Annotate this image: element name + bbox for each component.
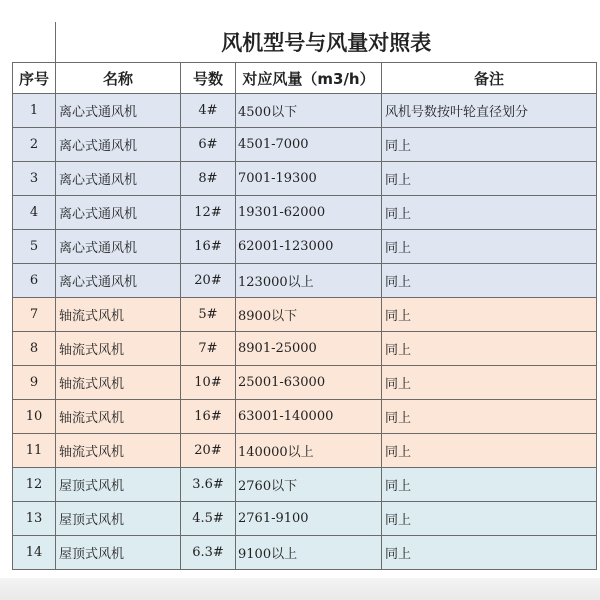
row-note-cell: 同上 bbox=[382, 502, 597, 536]
row-note-cell: 同上 bbox=[382, 400, 597, 434]
row-num-cell: 20# bbox=[181, 434, 236, 468]
row-note-cell: 同上 bbox=[382, 332, 597, 366]
row-no-cell: 5 bbox=[13, 230, 56, 264]
row-num-cell: 6.3# bbox=[181, 536, 236, 570]
row-no-cell: 11 bbox=[13, 434, 56, 468]
row-note-cell: 同上 bbox=[382, 230, 597, 264]
row-name-cell: 轴流式风机 bbox=[56, 332, 181, 366]
table-row bbox=[13, 128, 597, 162]
row-airflow-cell: 4501-7000 bbox=[236, 128, 382, 162]
fan-table-sheet bbox=[12, 22, 594, 570]
row-airflow-cell: 123000以上 bbox=[236, 264, 382, 298]
row-airflow-cell: 8901-25000 bbox=[236, 332, 382, 366]
row-airflow-cell: 7001-19300 bbox=[236, 162, 382, 196]
row-no-cell: 6 bbox=[13, 264, 56, 298]
row-name-cell: 离心式通风机 bbox=[56, 264, 181, 298]
row-name-cell: 轴流式风机 bbox=[56, 400, 181, 434]
row-num-cell: 4.5# bbox=[181, 502, 236, 536]
row-airflow-cell: 140000以上 bbox=[236, 434, 382, 468]
row-airflow-cell: 2761-9100 bbox=[236, 502, 382, 536]
row-no-cell: 10 bbox=[13, 400, 56, 434]
table-row bbox=[13, 468, 597, 502]
row-num-cell: 7# bbox=[181, 332, 236, 366]
fan-airflow-table bbox=[12, 22, 597, 570]
header-num: 号数 bbox=[181, 63, 236, 94]
row-airflow-cell: 25001-63000 bbox=[236, 366, 382, 400]
table-row bbox=[13, 400, 597, 434]
row-num-cell: 6# bbox=[181, 128, 236, 162]
table-row bbox=[13, 434, 597, 468]
row-name-cell: 离心式通风机 bbox=[56, 230, 181, 264]
row-no-cell: 4 bbox=[13, 196, 56, 230]
row-note-cell: 同上 bbox=[382, 468, 597, 502]
row-airflow-cell: 19301-62000 bbox=[236, 196, 382, 230]
table-row bbox=[13, 264, 597, 298]
row-num-cell: 8# bbox=[181, 162, 236, 196]
header-name: 名称 bbox=[56, 63, 181, 94]
table-title: 风机型号与风量对照表 bbox=[56, 22, 597, 63]
row-note-cell: 同上 bbox=[382, 264, 597, 298]
row-no-cell: 3 bbox=[13, 162, 56, 196]
row-name-cell: 离心式通风机 bbox=[56, 162, 181, 196]
header-airflow: 对应风量（m3/h） bbox=[236, 63, 382, 94]
header-note: 备注 bbox=[382, 63, 597, 94]
row-num-cell: 16# bbox=[181, 400, 236, 434]
table-row bbox=[13, 196, 597, 230]
row-name-cell: 屋顶式风机 bbox=[56, 536, 181, 570]
row-airflow-cell: 62001-123000 bbox=[236, 230, 382, 264]
row-num-cell: 20# bbox=[181, 264, 236, 298]
row-num-cell: 12# bbox=[181, 196, 236, 230]
row-no-cell: 14 bbox=[13, 536, 56, 570]
row-no-cell: 9 bbox=[13, 366, 56, 400]
row-note-cell: 同上 bbox=[382, 128, 597, 162]
row-note-cell: 同上 bbox=[382, 434, 597, 468]
header-no: 序号 bbox=[13, 63, 56, 94]
table-row bbox=[13, 536, 597, 570]
row-note-cell: 同上 bbox=[382, 366, 597, 400]
title-row bbox=[13, 22, 597, 63]
row-airflow-cell: 9100以上 bbox=[236, 536, 382, 570]
row-airflow-cell: 2760以下 bbox=[236, 468, 382, 502]
row-note-cell: 同上 bbox=[382, 196, 597, 230]
row-name-cell: 轴流式风机 bbox=[56, 298, 181, 332]
row-note-cell: 风机号数按叶轮直径划分 bbox=[382, 94, 597, 128]
row-num-cell: 3.6# bbox=[181, 468, 236, 502]
row-name-cell: 轴流式风机 bbox=[56, 366, 181, 400]
row-airflow-cell: 63001-140000 bbox=[236, 400, 382, 434]
table-row bbox=[13, 332, 597, 366]
row-note-cell: 同上 bbox=[382, 298, 597, 332]
table-row bbox=[13, 162, 597, 196]
row-num-cell: 5# bbox=[181, 298, 236, 332]
table-row bbox=[13, 94, 597, 128]
row-name-cell: 离心式通风机 bbox=[56, 128, 181, 162]
row-name-cell: 轴流式风机 bbox=[56, 434, 181, 468]
row-no-cell: 7 bbox=[13, 298, 56, 332]
row-name-cell: 离心式通风机 bbox=[56, 196, 181, 230]
row-name-cell: 屋顶式风机 bbox=[56, 502, 181, 536]
row-num-cell: 16# bbox=[181, 230, 236, 264]
row-airflow-cell: 8900以下 bbox=[236, 298, 382, 332]
table-row bbox=[13, 298, 597, 332]
row-no-cell: 13 bbox=[13, 502, 56, 536]
row-no-cell: 12 bbox=[13, 468, 56, 502]
title-blank-cell bbox=[13, 22, 56, 63]
row-num-cell: 10# bbox=[181, 366, 236, 400]
table-row bbox=[13, 230, 597, 264]
row-airflow-cell: 4500以下 bbox=[236, 94, 382, 128]
row-note-cell: 同上 bbox=[382, 162, 597, 196]
row-no-cell: 8 bbox=[13, 332, 56, 366]
row-no-cell: 2 bbox=[13, 128, 56, 162]
row-name-cell: 屋顶式风机 bbox=[56, 468, 181, 502]
page-bottom-edge bbox=[0, 578, 600, 600]
table-row bbox=[13, 502, 597, 536]
row-note-cell: 同上 bbox=[382, 536, 597, 570]
table-row bbox=[13, 366, 597, 400]
row-num-cell: 4# bbox=[181, 94, 236, 128]
row-no-cell: 1 bbox=[13, 94, 56, 128]
header-row bbox=[13, 63, 597, 94]
row-name-cell: 离心式通风机 bbox=[56, 94, 181, 128]
